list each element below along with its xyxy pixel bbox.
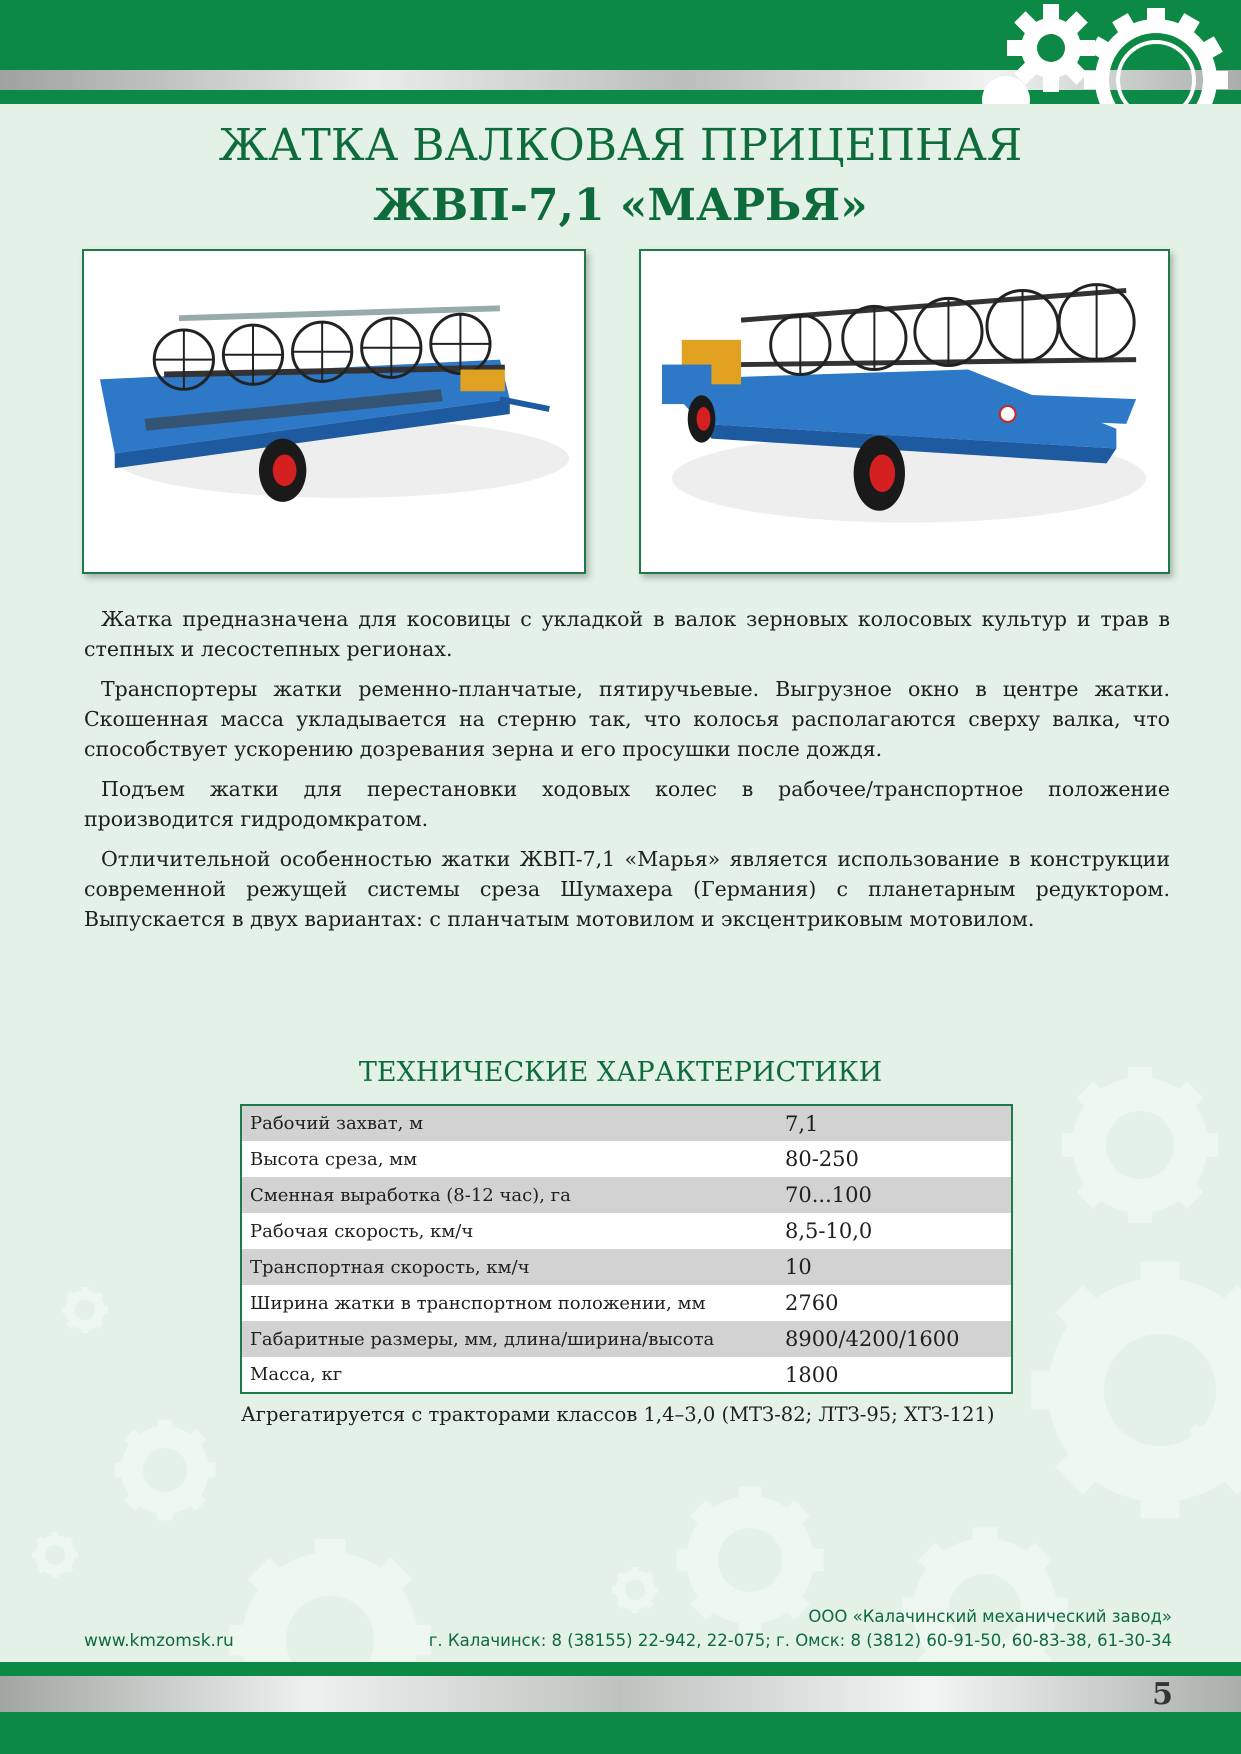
gears-logo-icon [941, 0, 1241, 104]
spec-name: Транспортная скорость, км/ч [241, 1249, 777, 1285]
spec-name: Габаритные размеры, мм, длина/ширина/высота [241, 1321, 777, 1357]
table-row [241, 1285, 1012, 1321]
table-row [241, 1249, 1012, 1285]
footer-band-silver [0, 1676, 1241, 1712]
footer-band-bottom [0, 1712, 1241, 1754]
page-number: 5 [1152, 1677, 1173, 1712]
specs-title: ТЕХНИЧЕСКИЕ ХАРАКТЕРИСТИКИ [358, 1057, 883, 1088]
page-title-line1: ЖАТКА ВАЛКОВАЯ ПРИЦЕПНАЯ [218, 120, 1023, 171]
contact-phones: г. Калачинск: 8 (38155) 22-942, 22-075; г. Омск: 8 (3812) 60-91-50, 60-83-38, 61-30-34 [428, 1631, 1172, 1650]
footer-band-top [0, 1662, 1241, 1676]
table-row [241, 1213, 1012, 1249]
machine-photo-1 [82, 249, 586, 574]
header-machine-front-icon [641, 251, 1168, 572]
description-paragraph-4: Отличительной особенностью жатки ЖВП-7,1 «Марья» является использование в конструкции современной режущей системы среза Шумахера (Германия) с планетарным редуктором. Выпускается в двух вариантах: с планчатым мотовилом и эксцентриковым мотовилом. [84, 847, 1170, 931]
spec-name: Ширина жатки в транспортном положении, мм [241, 1285, 777, 1321]
specs-table [240, 1104, 1013, 1394]
spec-value: 8900/4200/1600 [777, 1321, 1012, 1357]
spec-name: Сменная выработка (8-12 час), га [241, 1177, 777, 1213]
table-row [241, 1141, 1012, 1177]
spec-name: Рабочая скорость, км/ч [241, 1213, 777, 1249]
table-row [241, 1177, 1012, 1213]
tractor-compatibility-note: Агрегатируется с тракторами классов 1,4–3,0 (МТЗ-82; ЛТЗ-95; ХТЗ-121) [241, 1403, 995, 1426]
spec-value: 70...100 [777, 1177, 1012, 1213]
header-band [0, 0, 1241, 108]
table-row [241, 1105, 1012, 1141]
header-machine-side-icon [84, 251, 584, 572]
description-paragraph-1: Жатка предназначена для косовицы с укладкой в валок зерновых колосовых культур и трав в степных и лесостепных регионах. [84, 607, 1170, 661]
spec-value: 1800 [777, 1357, 1012, 1393]
spec-value: 8,5-10,0 [777, 1213, 1012, 1249]
table-row [241, 1357, 1012, 1393]
company-name: ООО «Калачинский механический завод» [808, 1607, 1172, 1626]
spec-value: 80-250 [777, 1141, 1012, 1177]
description [84, 604, 1170, 944]
spec-value: 7,1 [777, 1105, 1012, 1141]
page-title-line2: ЖВП-7,1 «МАРЬЯ» [373, 180, 868, 231]
spec-name: Рабочий захват, м [241, 1105, 777, 1141]
description-paragraph-3: Подъем жатки для перестановки ходовых колес в рабочее/транспортное положение производится гидродомкратом. [84, 777, 1170, 831]
spec-name: Высота среза, мм [241, 1141, 777, 1177]
description-paragraph-2: Транспортеры жатки ременно-планчатые, пятиручьевые. Выгрузное окно в центре жатки. Скошенная масса укладывается на стерню так, что колосья располагаются сверху валка, что способствует ускорению дозревания зерна и его просушки после дождя. [84, 677, 1170, 761]
spec-value: 10 [777, 1249, 1012, 1285]
website-link[interactable]: www.kmzomsk.ru [84, 1631, 234, 1651]
table-row [241, 1321, 1012, 1357]
machine-photo-2 [639, 249, 1170, 574]
spec-value: 2760 [777, 1285, 1012, 1321]
spec-name: Масса, кг [241, 1357, 777, 1393]
